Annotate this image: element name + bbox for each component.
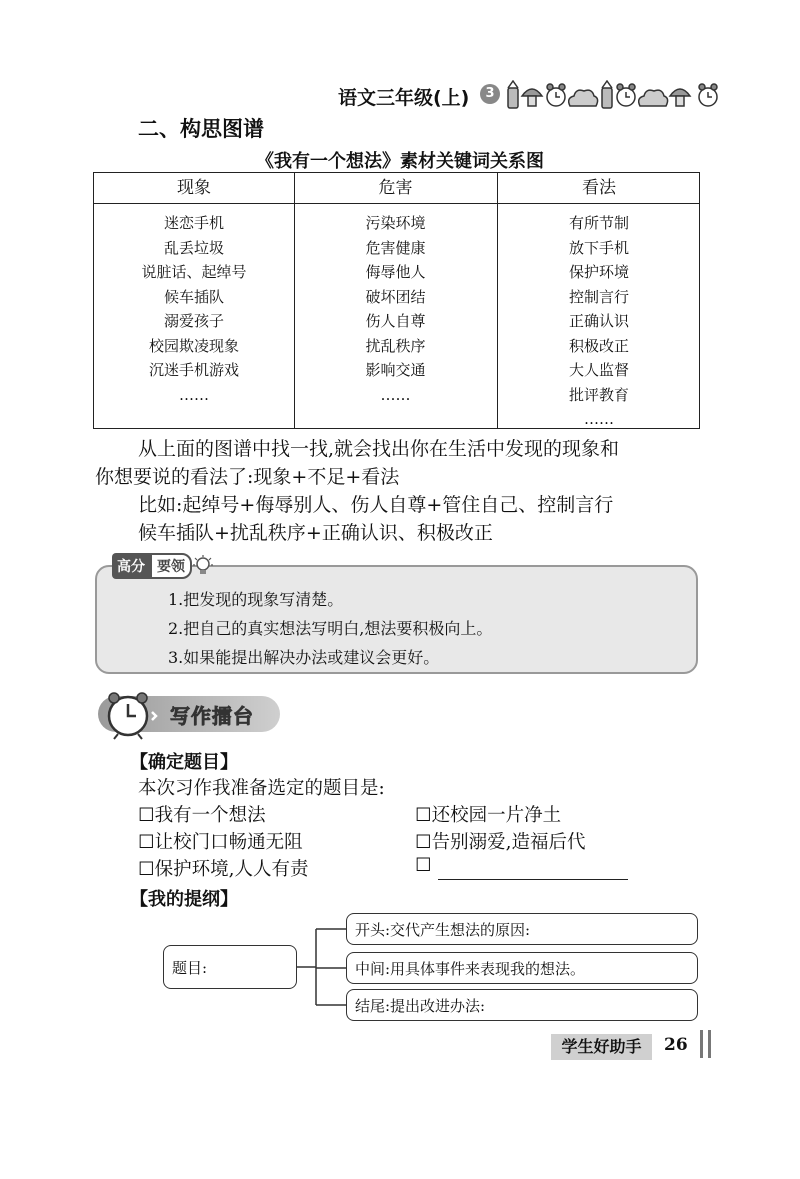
table-cell: 保护环境 (568, 263, 629, 281)
table-cell: 沉迷手机游戏 (148, 361, 239, 379)
topic-option-label: 我有一个想法 (154, 805, 266, 826)
outline-item-beginning[interactable] (346, 913, 698, 945)
outline-item-label: 中间:用具体事件来表现我的想法。 (355, 959, 586, 978)
tips-label-a: 高分 (112, 553, 150, 579)
topic-option-label: 让校门口畅通无阻 (154, 832, 303, 853)
topic-option[interactable]: ☐保护环境,人人有责 (138, 859, 309, 880)
paragraph-line: 从上面的图谱中找一找,就会找出你在生活中发现的现象和 (138, 438, 620, 460)
tip-item: 2.把自己的真实想法写明白,想法要积极向上。 (168, 619, 493, 638)
outline-title-label: 题目: (172, 958, 208, 977)
topic-option[interactable]: ☐我有一个想法 (138, 805, 266, 826)
table-header-cell: 现象 (177, 178, 211, 198)
footer-bar (708, 1030, 711, 1058)
outline-title-box[interactable] (163, 945, 297, 989)
topic-intro: 本次习作我准备选定的题目是: (138, 778, 385, 799)
table-cell: 积极改正 (568, 336, 629, 355)
topic-option-label: 保护环境,人人有责 (154, 859, 309, 880)
table-cell: 说脏话、起绰号 (141, 263, 247, 281)
topic-option[interactable]: ☐让校门口畅通无阻 (138, 832, 303, 853)
outline-item-label: 开头:交代产生想法的原因: (355, 920, 531, 939)
running-header-title: 语文三年级(上) (338, 87, 470, 109)
topic-option[interactable]: ☐告别溺爱,造福后代 (415, 832, 586, 853)
table-cell: 破坏团结 (365, 287, 426, 306)
table-header-cell: 危害 (378, 178, 413, 198)
topic-option-label: 告别溺爱,造福后代 (431, 832, 586, 853)
table-cell: 乱丢垃圾 (163, 238, 224, 257)
outline-item-ending[interactable] (346, 989, 698, 1021)
chapter-badge: 3 (480, 84, 500, 104)
table-cell: 污染环境 (365, 214, 426, 232)
table-cell: 放下手机 (568, 238, 629, 257)
tip-item: 1.把发现的现象写清楚。 (168, 590, 344, 609)
table-title: 《我有一个想法》素材关键词关系图 (256, 151, 544, 172)
example-line: 比如:起绰号+侮辱别人、伤人自尊+管住自己、控制言行 (138, 494, 614, 516)
outline-item-middle[interactable] (346, 952, 698, 984)
table-cell: …… (380, 385, 411, 404)
banner-text: 写作擂台 (170, 704, 254, 728)
tips-label-b: 要领 (150, 553, 192, 579)
table-cell: 候车插队 (163, 287, 224, 306)
table-cell: …… (584, 410, 614, 428)
table-cell: 大人监督 (568, 361, 629, 379)
topic-option[interactable]: ☐还校园一片净土 (415, 805, 562, 826)
table-cell: 危害健康 (365, 238, 426, 257)
topic-option-custom[interactable]: ☐ (415, 855, 432, 876)
table-cell: 影响交通 (365, 361, 426, 379)
footer-label: 学生好助手 (551, 1034, 652, 1060)
topic-option-label: 还校园一片净土 (431, 805, 562, 826)
table-cell: 控制言行 (568, 287, 629, 306)
table-cell: 校园欺凌现象 (148, 336, 239, 355)
outline-heading: 【我的提纲】 (130, 889, 238, 910)
table-cell: 迷恋手机 (163, 214, 224, 232)
table-cell: 扰乱秩序 (365, 336, 426, 355)
table-cell: 批评教育 (568, 385, 629, 404)
topic-heading: 【确定题目】 (130, 752, 238, 773)
footer-bar (700, 1030, 703, 1058)
table-cell: 有所节制 (568, 214, 629, 232)
outline-item-label: 结尾:提出改进办法: (355, 996, 486, 1015)
table-cell: 侮辱他人 (365, 263, 426, 281)
table-cell: …… (179, 385, 209, 404)
paragraph-line: 你想要说的看法了:现象+不足+看法 (95, 466, 400, 488)
example-line: 候车插队+扰乱秩序+正确认识、积极改正 (138, 522, 493, 544)
page-number: 26 (664, 1035, 688, 1055)
table-cell: 伤人自尊 (365, 312, 426, 330)
table-cell: 正确认识 (568, 312, 629, 330)
tip-item: 3.如果能提出解决办法或建议会更好。 (168, 648, 440, 667)
section-title: 二、构思图谱 (138, 117, 264, 141)
table-cell: 溺爱孩子 (163, 312, 224, 330)
table-header-cell: 看法 (582, 178, 616, 198)
